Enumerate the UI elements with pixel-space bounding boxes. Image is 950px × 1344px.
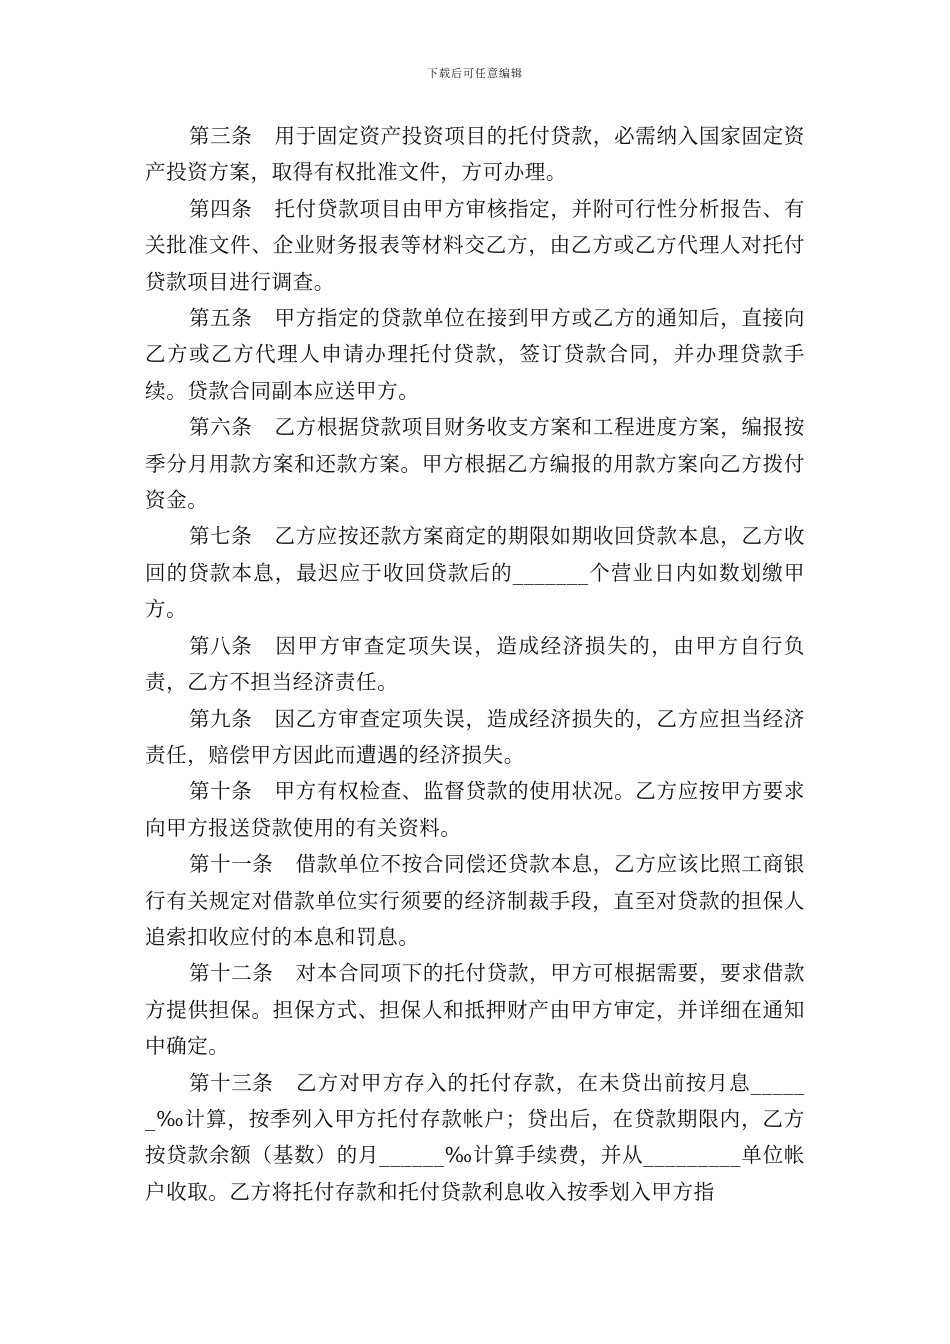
clause-number: 第五条 <box>189 306 253 331</box>
clause-5 <box>145 300 805 409</box>
clause-number: 第十一条 <box>189 852 274 877</box>
clause-number: 第八条 <box>189 633 253 658</box>
clause-number: 第十二条 <box>189 961 274 986</box>
clause-number: 第十三条 <box>189 1070 274 1095</box>
clause-text: 用于固定资产投资项目的托付贷款，必需纳入国家固定资产投资方案，取得有权批准文件，方可办理。 <box>145 124 805 185</box>
clause-text: 对本合同项下的托付贷款，甲方可根据需要，要求借款方提供担保。担保方式、担保人和抵押财产由甲方审定，并详细在通知中确定。 <box>145 961 805 1059</box>
clause-8 <box>145 628 805 701</box>
clause-text: 借款单位不按合同偿还贷款本息，乙方应该比照工商银行有关规定对借款单位实行须要的经济制裁手段，直至对贷款的担保人追索扣收应付的本息和罚息。 <box>145 852 805 949</box>
clause-text: 托付贷款项目由甲方审核指定，并附可行性分析报告、有关批准文件、企业财务报表等材料交乙方，由乙方或乙方代理人对托付贷款项目进行调查。 <box>145 196 805 294</box>
clause-number: 第九条 <box>189 706 253 731</box>
clause-number: 第十条 <box>189 779 253 804</box>
clause-text: 甲方有权检查、监督贷款的使用状况。乙方应按甲方要求向甲方报送贷款使用的有关资料。 <box>145 779 805 840</box>
clause-number: 第七条 <box>189 524 253 549</box>
clause-4 <box>145 191 805 300</box>
clause-13 <box>145 1065 805 1211</box>
page-header-note: 下载后可任意编辑 <box>427 67 523 80</box>
clause-12 <box>145 955 805 1064</box>
clause-7 <box>145 518 805 627</box>
clause-9 <box>145 701 805 774</box>
clause-11 <box>145 846 805 955</box>
clause-text: 乙方对甲方存入的托付存款，在未贷出前按月息______‰计算，按季列入甲方托付存款帐户；贷出后，在贷款期限内，乙方按贷款余额（基数）的月______‰计算手续费，并从_________单位帐户收取。乙方将托付存款和托付贷款利息收入按季划入甲方指 <box>145 1070 805 1204</box>
clause-10 <box>145 773 805 846</box>
clause-text: 甲方指定的贷款单位在接到甲方或乙方的通知后，直接向乙方或乙方代理人申请办理托付贷款，签订贷款合同，并办理贷款手续。贷款合同副本应送甲方。 <box>145 306 805 403</box>
clause-6 <box>145 409 805 518</box>
clause-text: 因甲方审查定项失误，造成经济损失的，由甲方自行负责，乙方不担当经济责任。 <box>145 633 805 695</box>
clause-number: 第三条 <box>189 124 253 148</box>
clause-text: 乙方应按还款方案商定的期限如期收回贷款本息，乙方收回的贷款本息，最迟应于收回贷款后的_______个营业日内如数划缴甲方。 <box>145 524 805 622</box>
document-body <box>145 118 805 1210</box>
clause-number: 第四条 <box>189 196 253 221</box>
clause-3 <box>145 118 805 191</box>
clause-text: 乙方根据贷款项目财务收支方案和工程进度方案，编报按季分月用款方案和还款方案。甲方根据乙方编报的用款方案向乙方拨付资金。 <box>145 415 805 513</box>
clause-number: 第六条 <box>189 415 253 440</box>
clause-text: 因乙方审查定项失误，造成经济损失的，乙方应担当经济责任，赔偿甲方因此而遭遇的经济损失。 <box>145 706 805 767</box>
